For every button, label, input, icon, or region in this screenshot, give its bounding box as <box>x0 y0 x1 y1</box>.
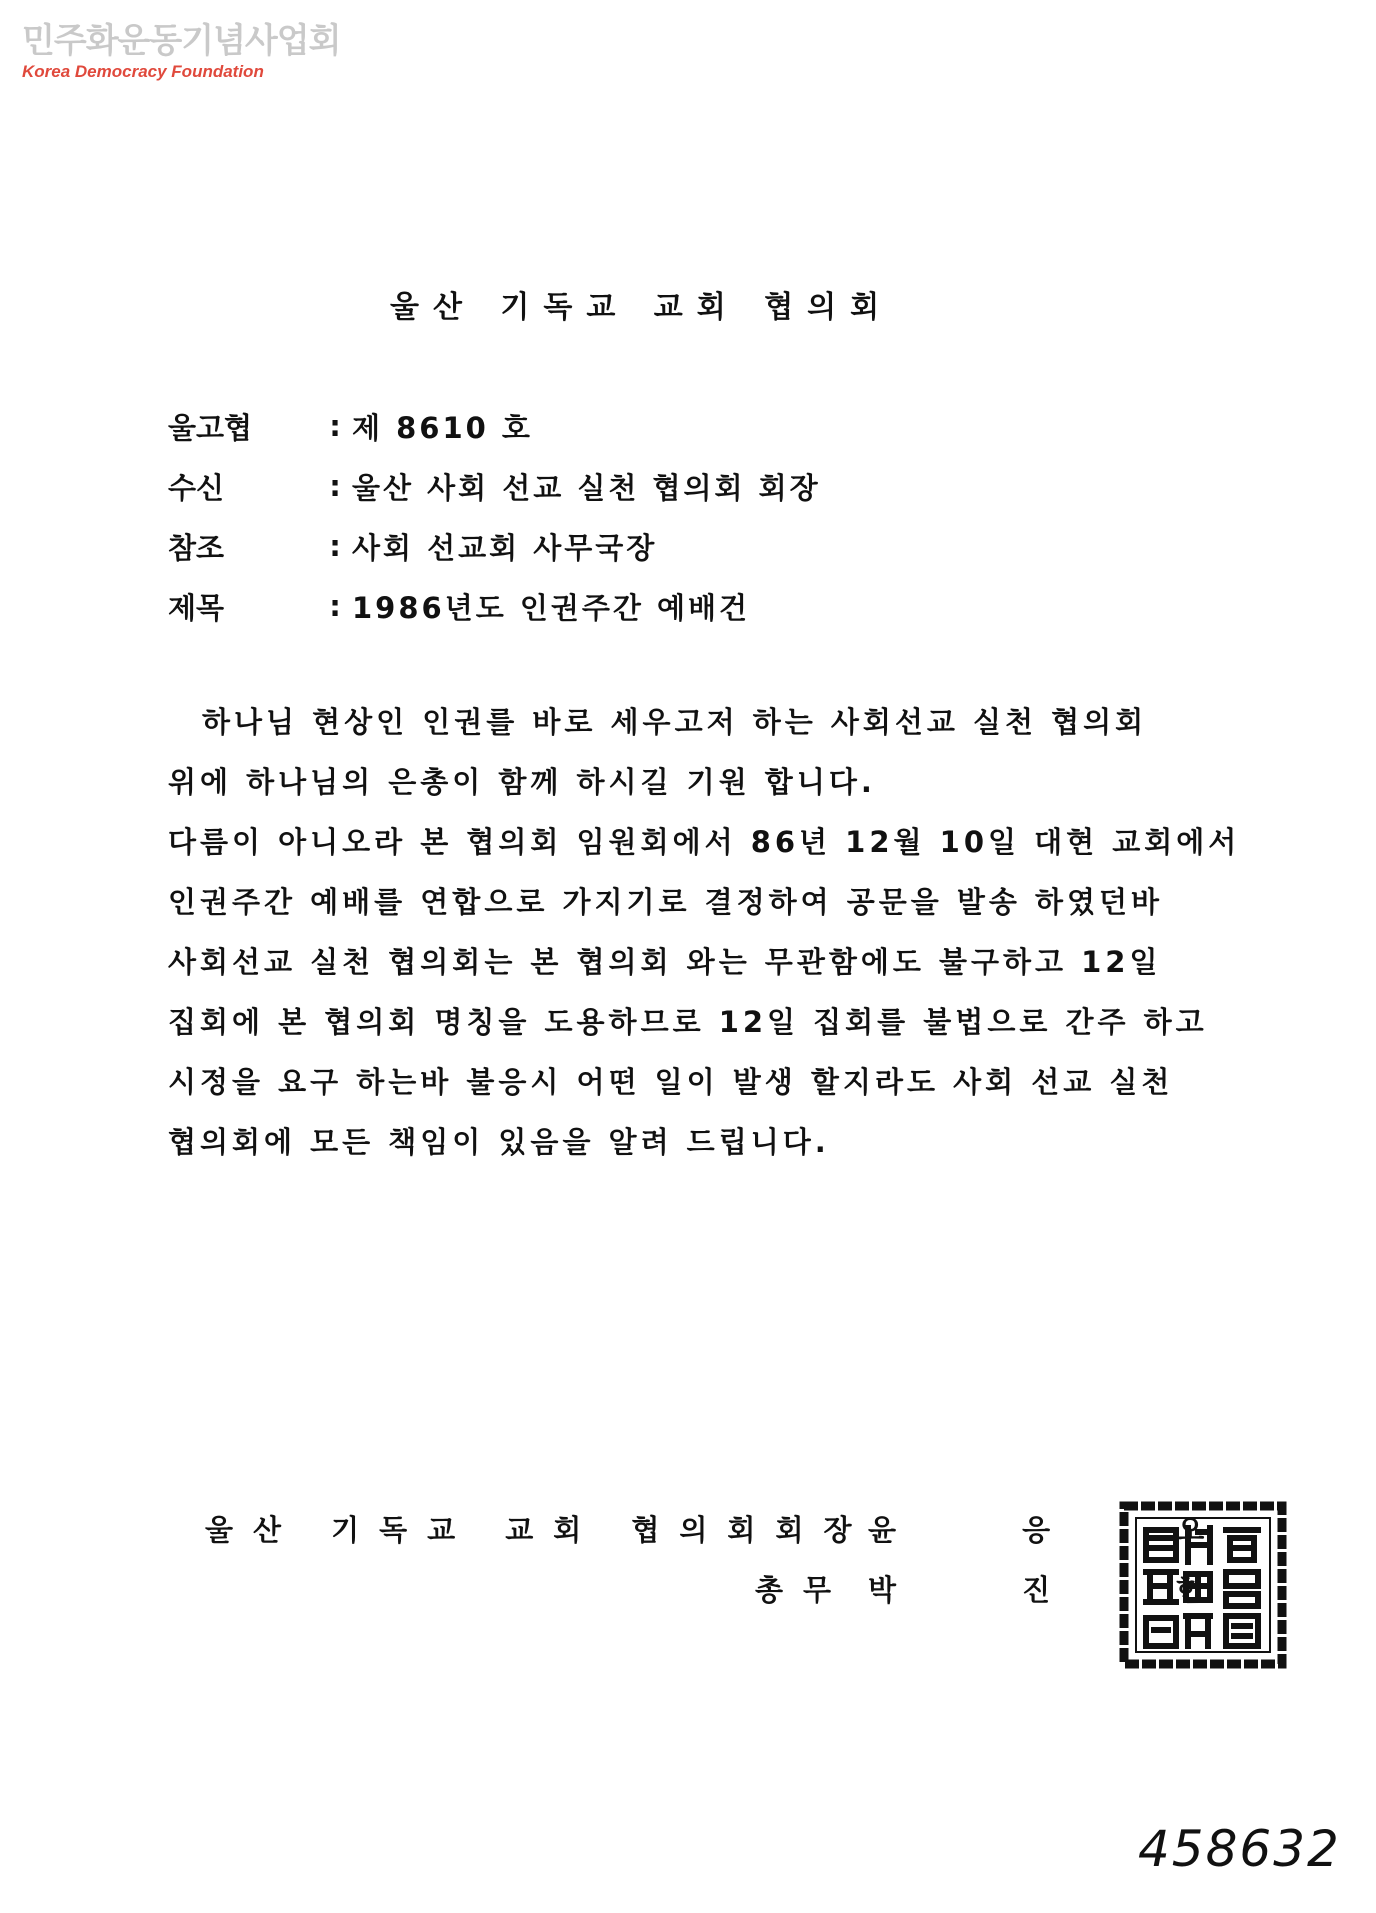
field-value: 1986년도 인권주간 예배건 <box>352 590 751 625</box>
official-seal-stamp <box>1118 1500 1288 1670</box>
watermark-english: Korea Democracy Foundation <box>22 62 264 81</box>
body-line: 시정을 요구 하는바 불응시 어떤 일이 발생 할지라도 사회 선교 실천 <box>168 1065 1174 1099</box>
document-org-title: 울산 기독교 교회 협의회 <box>390 290 894 325</box>
field-row-reference <box>168 516 821 576</box>
field-label: 수신 <box>168 470 225 505</box>
signature-organization <box>205 1508 871 1549</box>
field-colon: : <box>329 469 341 503</box>
body-line: 인권주간 예배를 연합으로 가지기로 결정하여 공문을 발송 하였던바 <box>168 885 1164 919</box>
field-value: 제 8610 호 <box>352 410 533 445</box>
body-line: 하나님 현상인 인권를 바로 세우고저 하는 사회선교 실천 협의회 <box>202 705 1148 739</box>
signature-secretary-title: 총무 <box>755 1573 852 1607</box>
watermark-logo <box>22 22 340 82</box>
body-line: 다름이 아니오라 본 협의회 임원회에서 86년 12월 10일 대현 교회에서 <box>168 825 1241 859</box>
body-line: 위에 하나님의 은총이 함께 하시길 기원 합니다. <box>168 765 876 799</box>
field-label: 참조 <box>168 530 225 565</box>
signature-org-name: 울산 기독교 교회 협의회 <box>205 1513 776 1547</box>
field-value: 사회 선교회 사무국장 <box>352 530 658 565</box>
body-line: 협의회에 모든 책임이 있음을 알려 드립니다. <box>168 1125 830 1159</box>
letter-body <box>168 692 1248 1172</box>
seal-graphic <box>1118 1500 1288 1670</box>
field-colon: : <box>329 409 341 443</box>
body-line: 집회에 본 협의회 명칭을 도용하므로 12일 집회를 불법으로 간주 하고 <box>168 1005 1208 1039</box>
field-row-reference-number <box>168 396 821 456</box>
body-line: 사회선교 실천 협의회는 본 협의회 와는 무관함에도 불구하고 12일 <box>168 945 1162 979</box>
field-label: 제목 <box>168 590 225 625</box>
signature-president-title: 회장 <box>775 1513 872 1547</box>
field-colon: : <box>329 589 341 623</box>
signature-president-name: 윤 응 오 <box>868 1513 1263 1547</box>
field-row-subject <box>168 576 821 636</box>
header-fields <box>168 396 821 636</box>
field-value: 울산 사회 선교 실천 협의회 회장 <box>352 470 821 505</box>
signature-secretary-name: 박 진 한 <box>868 1573 1263 1607</box>
document-archive-number: 458632 <box>1138 1820 1341 1878</box>
field-row-recipient <box>168 456 821 516</box>
watermark-korean: 민주화운동기념사업회 <box>22 21 341 61</box>
field-label: 울고협 <box>168 410 253 445</box>
field-colon: : <box>329 529 341 563</box>
